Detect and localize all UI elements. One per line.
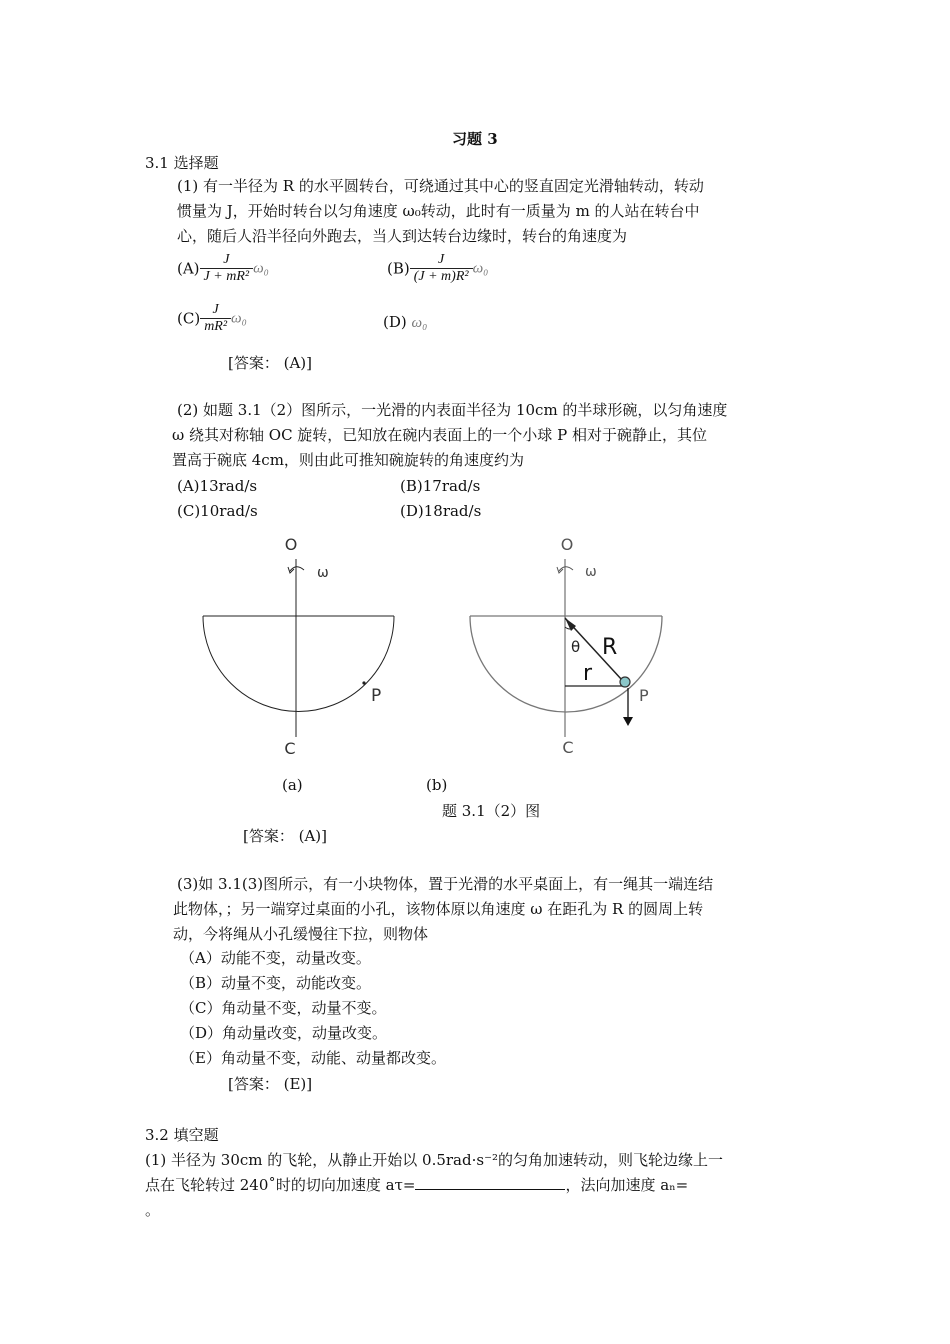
label-c: C [284,739,296,758]
fill-1-line-1: (1) 半径为 30cm 的飞轮，从静止开始以 0.5rad·s⁻²的匀角加速转动，则飞轮边缘上一 [145,1151,724,1169]
question-1-text [177,174,704,249]
question-3-line: (3)如 3.1(3)图所示，有一小块物体，置于光滑的水平桌面上，有一绳其一端连结 [177,875,714,893]
fill-1-line-2: 点在飞轮转过 240˚时的切向加速度 aτ= ，法向加速度 aₙ= [145,1176,689,1194]
fraction-1a: $\frac{J}{\text{J + mR²}}$ [200,252,254,285]
omega-symbol: ω₀ [411,315,428,331]
answer-1: [答案： (A)] [228,354,313,372]
section-heading-fill: 3.2 填空题 [145,1126,219,1144]
label-small-r: r [583,661,593,686]
label-omega: ω [585,564,597,580]
label-c: C [562,738,574,757]
question-3-text-cont [173,897,703,947]
bowl-surface [203,616,394,711]
question-3-options [180,946,446,1071]
option-3a: （A）动能不变，动量改变。 [180,949,371,967]
label-o: O [284,535,298,554]
question-3-line: 此物体，；另一端穿过桌面的小孔，该物体原以角速度 ω 在距孔为 R 的圆周上转 [173,900,704,918]
figure-caption: 题 3.1（2）图 [442,802,541,820]
option-3d: （D）角动量改变，动量改变。 [180,1024,388,1042]
question-1-line: (1) 有一半径为 R 的水平圆转台，可绕通过其中心的竖直固定光滑轴转动，转动 [177,177,704,195]
option-2b: (B)17rad/s [400,477,481,495]
option-1b: (B) $\frac{J}{\text{(J + m)R²}}$ ω₀ [387,252,489,284]
question-2-line: 置高于碗底 4cm，则由此可推知碗旋转的角速度约为 [172,451,524,469]
question-2-text-cont [172,423,707,473]
ball-p [362,681,365,684]
bowl-surface [470,616,662,712]
omega-symbol: ω₀ [253,260,269,277]
option-3c: （C）角动量不变，动量不变。 [180,999,387,1017]
option-2a: (A)13rad/s [177,477,258,495]
question-2-line: (2) 如题 3.1（2）图所示，一光滑的内表面半径为 10cm 的半球形碗，以匀角速度 [177,401,728,419]
question-1-line: 心，随后人沿半径向外跑去，当人到达转台边缘时，转台的角速度为 [177,227,628,245]
omega-symbol: ω₀ [231,310,247,327]
figure-b [460,525,680,765]
figure-a [190,525,410,765]
option-1d: (D) ω₀ [383,313,428,331]
fraction-1b: $\frac{J}{\text{(J + m)R²}}$ [410,252,473,285]
fraction-1c: $\frac{J}{\text{mR²}}$ [200,302,231,335]
option-3b: （B）动量不变，动能改变。 [180,974,372,992]
question-3-text [177,872,713,897]
question-2-text [177,398,727,423]
figure-a-label: (a) [282,776,303,794]
answer-2: [答案： (A)] [243,827,328,845]
answer-3: [答案： (E)] [228,1075,313,1093]
section-heading-choice: 3.1 选择题 [145,154,219,172]
option-2c: (C)10rad/s [177,502,258,520]
weight-arrowhead [623,717,633,726]
figure-b-label: (b) [426,776,448,794]
fill-1-line-3: 。 [145,1201,161,1219]
option-1a: (A) $\frac{J}{\text{J + mR²}}$ ω₀ [177,252,269,284]
ball-p [620,677,630,687]
page-title: 习题 3 [452,130,498,148]
label-omega: ω [317,565,329,581]
label-p: P [639,686,649,705]
label-big-r: R [602,635,618,660]
question-1-line: 惯量为 J，开始时转台以匀角速度 ω₀转动，此时有一质量为 m 的人站在转台中 [177,202,700,220]
answer-blank-tangential[interactable] [415,1175,565,1190]
label-o: O [560,535,574,554]
question-3-line: 动，今将绳从小孔缓慢往下拉，则物体 [173,925,429,943]
question-2-line: ω 绕其对称轴 OC 旋转，已知放在碗内表面上的一个小球 P 相对于碗静止，其位 [172,426,707,444]
label-theta: θ [571,638,581,656]
label-p: P [371,686,382,706]
omega-symbol: ω₀ [472,260,489,277]
option-2d: (D)18rad/s [400,502,482,520]
option-3e: （E）角动量不变，动能、动量都改变。 [180,1049,446,1067]
option-1c: (C) $\frac{J}{\text{mR²}}$ ω₀ [177,302,247,334]
